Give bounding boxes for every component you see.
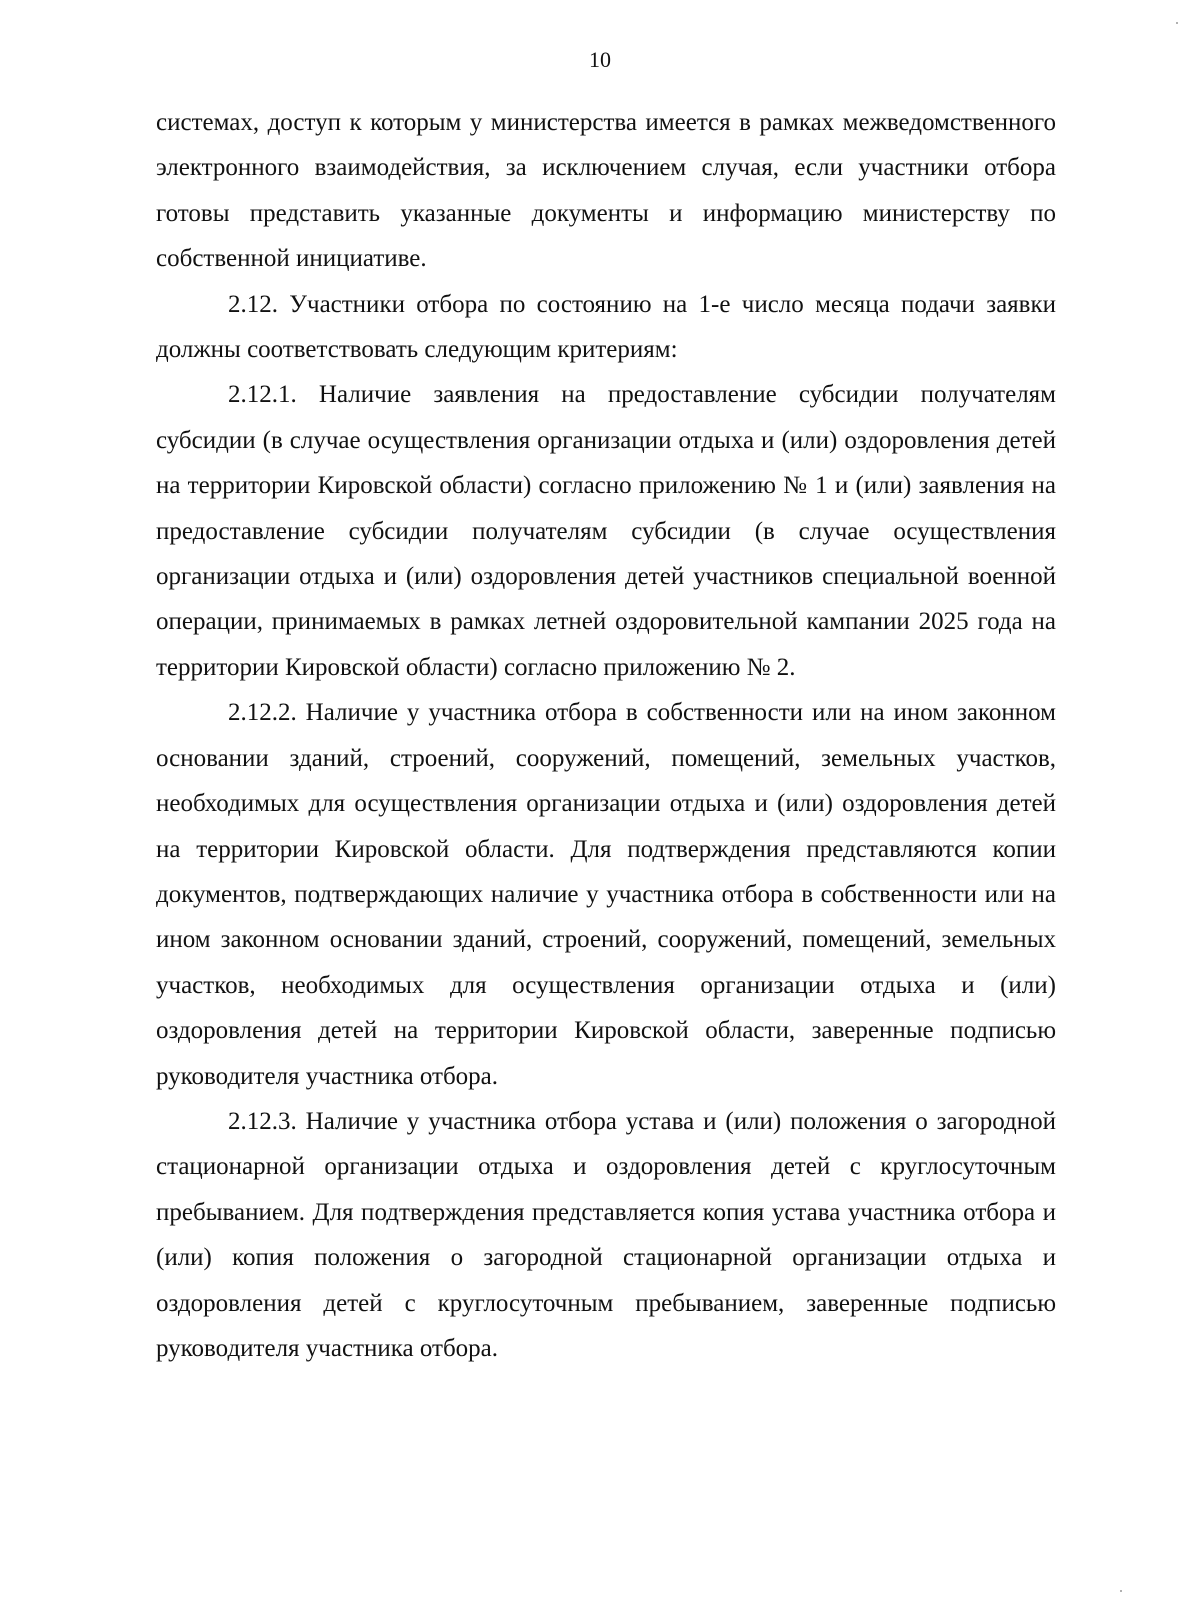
paragraph-2-12-1: 2.12.1. Наличие заявления на предоставление субсидии получателям субсидии (в случае осуществления организации отдыха и (или) оздоровления детей на территории Кировской области) согласно приложению № 1 и (или) заявления на предоставление субсидии получателям субсидии (в случае осуществления организации отдыха и (или) оздоровления детей участников специальной военной операции, принимаемых в рамках летней оздоровительной кампании 2025 года на территории Кировской области) согласно приложению № 2. bbox=[156, 381, 1056, 681]
scan-speck bbox=[1120, 1590, 1122, 1592]
document-body bbox=[156, 100, 1056, 1371]
paragraph-continuation: системах, доступ к которым у министерства имеется в рамках межведомственного электронного взаимодействия, за исключением случая, если участники отбора готовы представить указанные документы и информацию министерству по собственной инициативе. bbox=[156, 109, 1056, 273]
paragraph-2-12-3: 2.12.3. Наличие у участника отбора устава и (или) положения о загородной стационарной организации отдыха и оздоровления детей с круглосуточным пребыванием. Для подтверждения представляется копия устава участника отбора и (или) копия положения о загородной стационарной организации отдыха и оздоровления детей с круглосуточным пребыванием, заверенные подписью руководителя участника отбора. bbox=[156, 1107, 1056, 1362]
paragraph-2-12: 2.12. Участники отбора по состоянию на 1-е число месяца подачи заявки должны соответствовать следующим критериям: bbox=[156, 290, 1056, 364]
scan-speck bbox=[1176, 22, 1178, 24]
page-number: 10 bbox=[589, 47, 611, 72]
paragraph-2-12-2: 2.12.2. Наличие у участника отбора в собственности или на ином законном основании зданий, строений, сооружений, помещений, земельных участков, необходимых для осуществления организации отдыха и (или) оздоровления детей на территории Кировской области. Для подтверждения представляются копии документов, подтверждающих наличие у участника отбора в собственности или на ином законном основании зданий, строений, сооружений, помещений, земельных участков, необходимых для осуществления организации отдыха и (или) оздоровления детей на территории Кировской области, заверенные подписью руководителя участника отбора. bbox=[156, 699, 1056, 1090]
